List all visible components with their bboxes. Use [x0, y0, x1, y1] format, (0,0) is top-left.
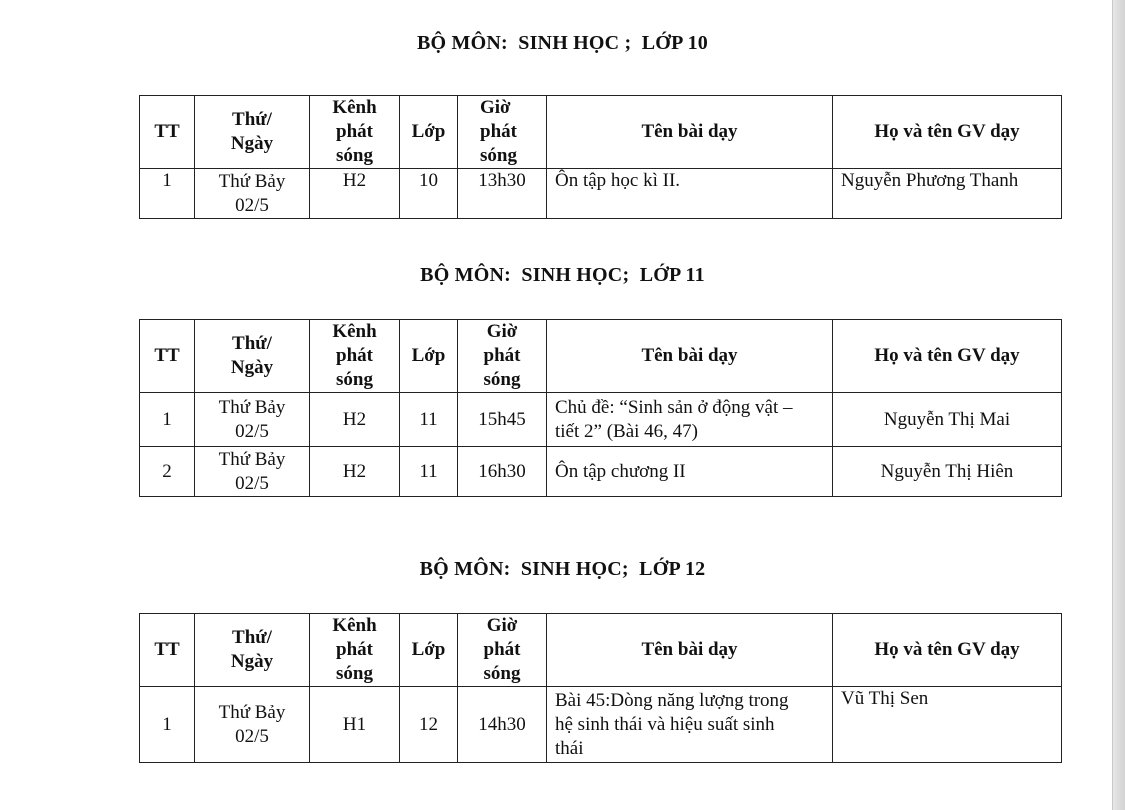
cell-tt: 1 — [140, 393, 195, 447]
cell-lesson: Ôn tập chương II — [547, 447, 833, 497]
cell-channel: H2 — [310, 393, 400, 447]
header-tt: TT — [140, 614, 195, 687]
cell-day: Thứ Bảy 02/5 — [195, 447, 310, 497]
cell-day: Thứ Bảy 02/5 — [195, 687, 310, 763]
header-teacher: Họ và tên GV dạy — [833, 320, 1062, 393]
cell-teacher: Nguyễn Phương Thanh — [833, 169, 1062, 219]
header-day: Thứ/ Ngày — [195, 96, 310, 169]
header-tt: TT — [140, 320, 195, 393]
cell-lesson: Ôn tập học kì II. — [547, 169, 833, 219]
cell-time: 16h30 — [458, 447, 547, 497]
table-header-row — [140, 96, 1062, 169]
cell-time: 15h45 — [458, 393, 547, 447]
cell-class: 11 — [400, 393, 458, 447]
section-title-lop-12: BỘ MÔN: SINH HỌC; LỚP 12 — [419, 558, 706, 580]
table-row — [140, 169, 1062, 219]
page-edge-shadow — [1112, 0, 1125, 810]
header-teacher: Họ và tên GV dạy — [833, 96, 1062, 169]
cell-day: Thứ Bảy 02/5 — [195, 393, 310, 447]
cell-tt: 1 — [140, 169, 195, 219]
header-class: Lớp — [400, 614, 458, 687]
cell-class: 10 — [400, 169, 458, 219]
schedule-table-lop-12 — [139, 613, 1062, 763]
cell-channel: H1 — [310, 687, 400, 763]
header-class: Lớp — [400, 320, 458, 393]
header-time: Giờ phát sóng — [458, 96, 547, 169]
header-channel: Kênh phát sóng — [310, 320, 400, 393]
header-class: Lớp — [400, 96, 458, 169]
table-row — [140, 447, 1062, 497]
header-lesson: Tên bài dạy — [547, 614, 833, 687]
header-time: Giờ phát sóng — [458, 614, 547, 687]
table-row — [140, 687, 1062, 763]
header-teacher: Họ và tên GV dạy — [833, 614, 1062, 687]
section-title-lop-10: BỘ MÔN: SINH HỌC ; LỚP 10 — [417, 32, 708, 54]
header-channel: Kênh phát sóng — [310, 614, 400, 687]
header-time: Giờ phát sóng — [458, 320, 547, 393]
cell-tt: 2 — [140, 447, 195, 497]
schedule-table-lop-11 — [139, 319, 1062, 497]
table-header-row — [140, 614, 1062, 687]
cell-channel: H2 — [310, 169, 400, 219]
header-day: Thứ/ Ngày — [195, 614, 310, 687]
cell-teacher: Vũ Thị Sen — [833, 687, 1062, 763]
section-title-lop-11: BỘ MÔN: SINH HỌC; LỚP 11 — [420, 264, 705, 286]
cell-teacher: Nguyễn Thị Mai — [833, 393, 1062, 447]
schedule-table-lop-10 — [139, 95, 1062, 219]
cell-time: 14h30 — [458, 687, 547, 763]
header-channel: Kênh phát sóng — [310, 96, 400, 169]
cell-channel: H2 — [310, 447, 400, 497]
cell-lesson: Chủ đề: “Sinh sản ở động vật – tiết 2” (Bài 46, 47) — [547, 393, 833, 447]
cell-teacher: Nguyễn Thị Hiên — [833, 447, 1062, 497]
header-day: Thứ/ Ngày — [195, 320, 310, 393]
header-lesson: Tên bài dạy — [547, 96, 833, 169]
cell-time: 13h30 — [458, 169, 547, 219]
table-header-row — [140, 320, 1062, 393]
table-row — [140, 393, 1062, 447]
cell-tt: 1 — [140, 687, 195, 763]
cell-lesson: Bài 45:Dòng năng lượng trong hệ sinh thái và hiệu suất sinh thái — [547, 687, 833, 763]
header-lesson: Tên bài dạy — [547, 320, 833, 393]
cell-class: 12 — [400, 687, 458, 763]
cell-day: Thứ Bảy 02/5 — [195, 169, 310, 219]
cell-class: 11 — [400, 447, 458, 497]
header-tt: TT — [140, 96, 195, 169]
